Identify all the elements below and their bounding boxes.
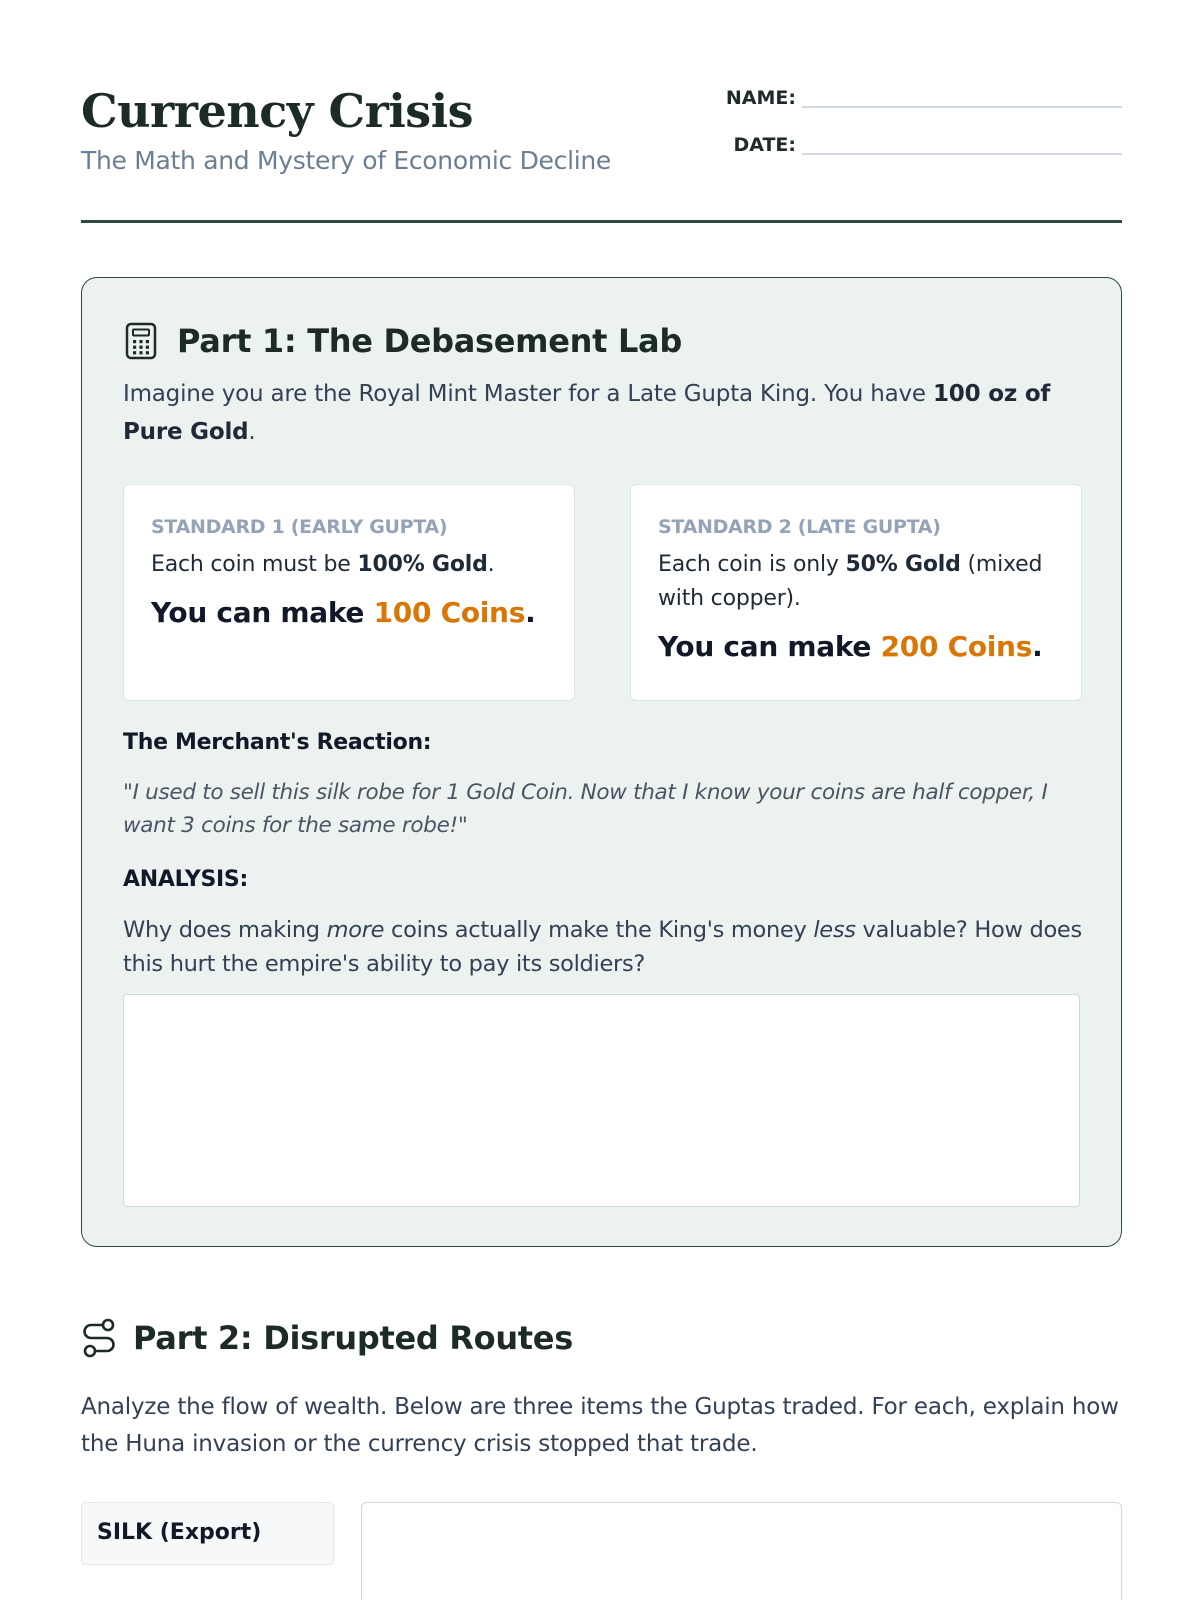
standard-2-coin-count: 200 Coins: [880, 630, 1033, 663]
page-subtitle: The Math and Mystery of Economic Decline: [81, 146, 612, 175]
standard-2-card: [630, 484, 1082, 701]
standard-1-label: STANDARD 1 (EARLY GUPTA): [151, 516, 448, 538]
part1-heading: [125, 322, 682, 360]
worksheet-header: [81, 84, 1122, 224]
part2-heading: [81, 1318, 573, 1358]
analysis-label: ANALYSIS:: [123, 867, 248, 892]
name-label: NAME:: [725, 87, 796, 109]
part2-title: Part 2: Disrupted Routes: [133, 1319, 573, 1357]
part2-intro: Analyze the flow of wealth. Below are three items the Guptas traded. For each, explain how the Huna invasion or the currency crisis stopped that trade.: [81, 1394, 1119, 1457]
merchant-quote: "I used to sell this silk robe for 1 Gold Coin. Now that I know your coins are half copper, I want 3 coins for the same robe!": [123, 780, 1048, 838]
calculator-icon: [125, 322, 157, 360]
merchant-reaction-label: The Merchant's Reaction:: [123, 730, 432, 755]
analysis-question: Why does making more coins actually make the King's money less valuable? How does this hurt the empire's ability to pay its soldiers?: [123, 917, 1082, 977]
route-icon: [81, 1318, 117, 1358]
date-field: [706, 131, 1122, 155]
trade-item-answer-box[interactable]: [361, 1502, 1122, 1600]
name-field: [706, 84, 1122, 108]
header-divider: [81, 220, 1122, 223]
standard-2-result: You can make 200 Coins.: [658, 630, 1043, 663]
analysis-answer-box[interactable]: [123, 994, 1080, 1207]
date-label: DATE:: [733, 134, 796, 156]
standard-1-card: [123, 484, 575, 701]
date-input-line[interactable]: [802, 131, 1122, 155]
part1-title: Part 1: The Debasement Lab: [177, 322, 682, 360]
standard-2-label: STANDARD 2 (LATE GUPTA): [658, 516, 941, 538]
gold-amount: 100 oz of Pure Gold: [123, 381, 1051, 445]
part1-panel: [81, 277, 1122, 1247]
standard-1-coin-count: 100 Coins: [373, 596, 526, 629]
trade-item-label: SILK (Export): [81, 1502, 334, 1565]
name-input-line[interactable]: [802, 84, 1122, 108]
standard-2-description: Each coin is only 50% Gold (mixed with copper).: [658, 552, 1043, 611]
standard-1-description: Each coin must be 100% Gold.: [151, 552, 495, 577]
page-title: Currency Crisis: [81, 84, 474, 138]
part1-intro: Imagine you are the Royal Mint Master for a Late Gupta King. You have 100 oz of Pure Gold.: [123, 381, 1051, 445]
standard-1-result: You can make 100 Coins.: [151, 596, 536, 629]
